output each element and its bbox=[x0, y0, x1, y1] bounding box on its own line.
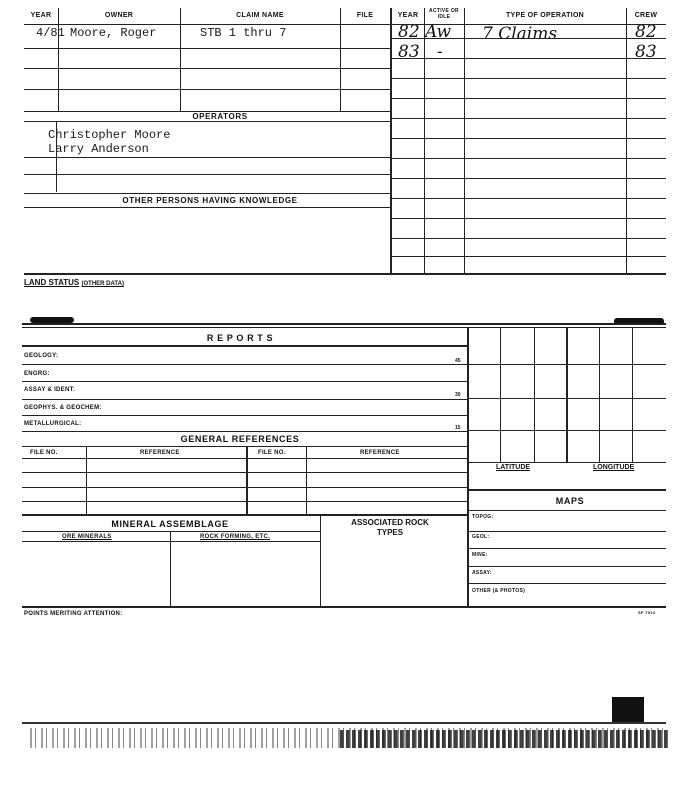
longitude-label: LONGITUDE bbox=[593, 464, 635, 471]
assay-label: ASSAY & IDENT: bbox=[24, 387, 76, 393]
year-header: YEAR bbox=[30, 12, 52, 19]
points-meriting-attention: POINTS MERITING ATTENTION: bbox=[24, 611, 123, 617]
type-of-operation-header: TYPE OF OPERATION bbox=[505, 12, 585, 19]
op-crew-2: 83 bbox=[635, 42, 657, 62]
op-type-1: 7 Claims bbox=[482, 24, 558, 44]
file-header: FILE bbox=[356, 12, 374, 19]
active-idle-header: ACTIVE OR IDLE bbox=[429, 8, 459, 20]
maps-other: OTHER (& PHOTOS) bbox=[472, 588, 526, 594]
associated-rock-types: ASSOCIATED ROCK TYPES bbox=[351, 518, 429, 537]
form-number: SF 7513 bbox=[638, 610, 656, 615]
reports-title: R E P O R T S bbox=[206, 333, 274, 343]
crew-header: CREW bbox=[634, 12, 658, 19]
scan-edge-line bbox=[22, 722, 666, 724]
claim-owner: Moore, Roger bbox=[70, 26, 157, 40]
ref-col-fileno-1: FILE NO. bbox=[30, 450, 58, 456]
op-year-1: 82 bbox=[398, 22, 420, 42]
ore-minerals-label: ORE MINERALS bbox=[62, 534, 112, 540]
maps-assay: ASSAY: bbox=[472, 570, 492, 576]
latitude-label: LATITUDE bbox=[496, 464, 531, 471]
scan-noise-dark bbox=[340, 730, 670, 748]
assay-num: 30 bbox=[455, 392, 461, 398]
claim-name-header: CLAIM NAME bbox=[236, 12, 284, 19]
other-persons-title: OTHER PERSONS HAVING KNOWLEDGE bbox=[122, 196, 298, 205]
black-square-mark bbox=[612, 697, 644, 723]
year2-header: YEAR bbox=[397, 12, 419, 19]
op-active-2: - bbox=[437, 42, 443, 62]
land-status-label: LAND STATUS (OTHER DATA) bbox=[24, 278, 124, 287]
metallurgical-label: METALLURGICAL: bbox=[24, 421, 82, 427]
metallurgical-num: 15 bbox=[455, 425, 461, 431]
op-crew-1: 82 bbox=[635, 22, 657, 42]
maps-title: MAPS bbox=[555, 496, 585, 506]
geophys-label: GEOPHYS. & GEOCHEM: bbox=[24, 405, 102, 411]
maps-geol: GEOL: bbox=[472, 534, 490, 540]
maps-mine: MINE: bbox=[472, 552, 488, 558]
operators-title: OPERATORS bbox=[192, 112, 248, 121]
engrg-label: ENGRG: bbox=[24, 371, 50, 377]
op-active-1: Aw bbox=[425, 22, 452, 42]
ref-col-fileno-2: FILE NO. bbox=[258, 450, 286, 456]
maps-topog: TOPOG: bbox=[472, 514, 494, 520]
geology-label: GEOLOGY: bbox=[24, 353, 59, 359]
claim-name: STB 1 thru 7 bbox=[200, 26, 287, 40]
mineral-assemblage-title: MINERAL ASSEMBLAGE bbox=[111, 519, 229, 529]
general-references-title: GENERAL REFERENCES bbox=[180, 434, 300, 444]
rock-forming-label: ROCK FORMING, ETC. bbox=[200, 534, 271, 540]
ref-col-reference-2: REFERENCE bbox=[360, 450, 400, 456]
ref-col-reference-1: REFERENCE bbox=[140, 450, 180, 456]
geology-num: 45 bbox=[455, 358, 461, 364]
claim-year: 4/81 bbox=[36, 26, 65, 40]
operator-2: Larry Anderson bbox=[48, 142, 149, 156]
owner-header: OWNER bbox=[104, 12, 134, 19]
operator-1: Christopher Moore bbox=[48, 128, 171, 142]
op-year-2: 83 bbox=[398, 42, 420, 62]
